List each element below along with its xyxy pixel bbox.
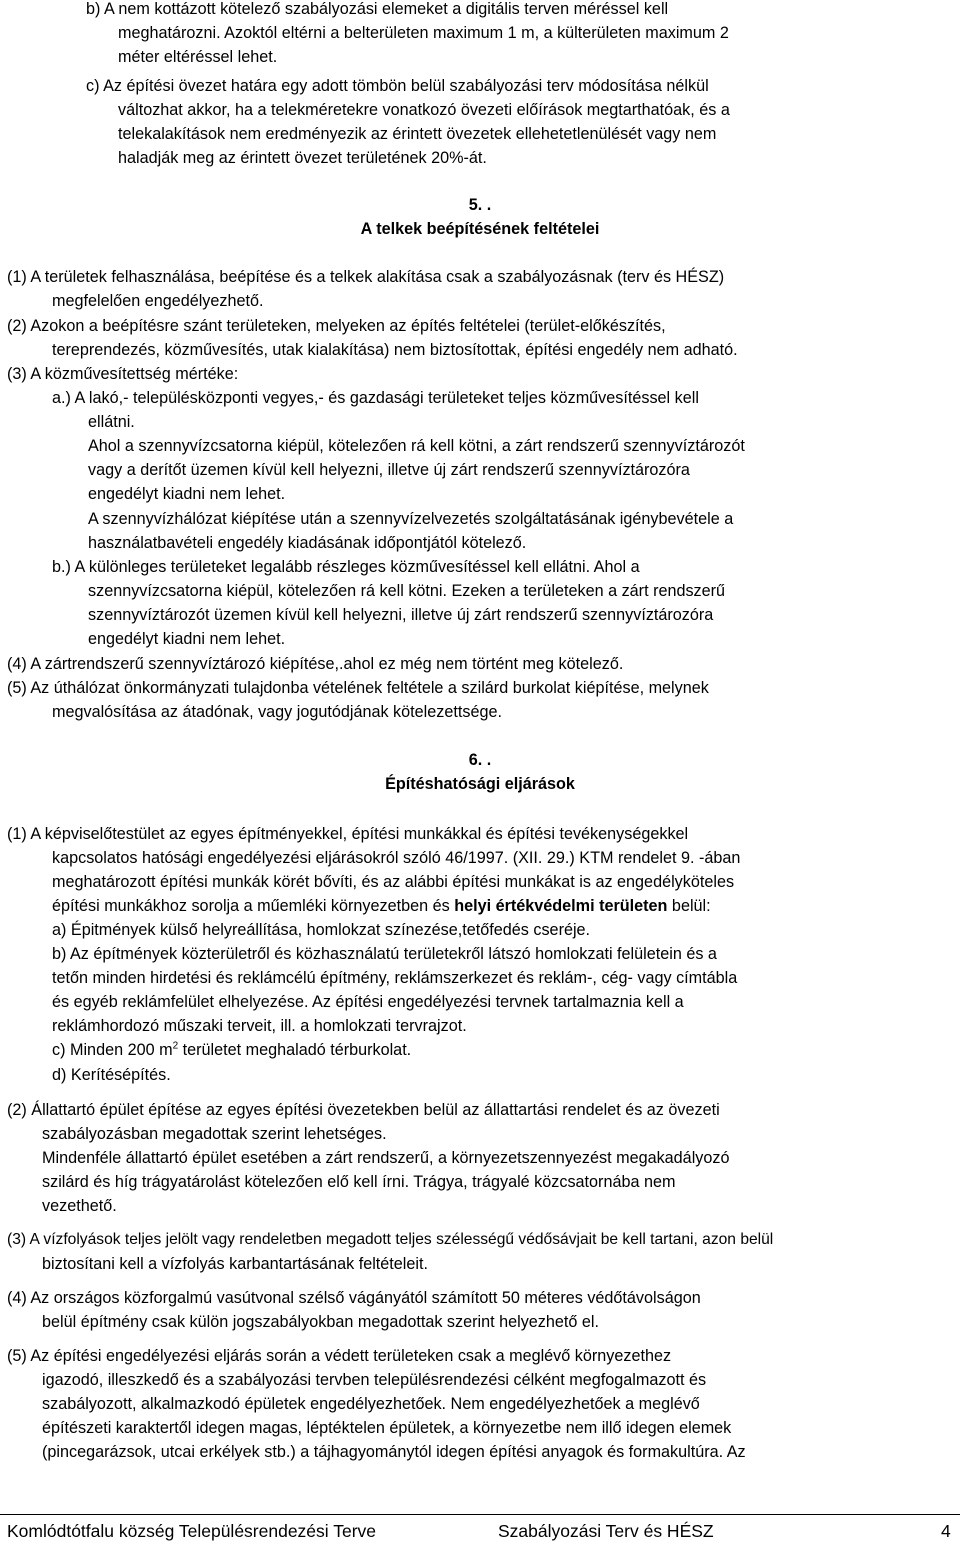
text-line: b) Az építmények közterületről és közhasználatú területekről látszó homlokzati felületein és a: [52, 945, 717, 963]
text-line: szilárd és híg trágyatárolást kötelezően elő kell írni. Trágya, trágyalé közcsatornába nem: [42, 1173, 676, 1191]
text-line: (3) A vízfolyások teljes jelölt vagy rendeletben megadott teljes szélességű védősávjait be kell tartani, azon belül: [7, 1231, 774, 1248]
text-line: megfelelően engedélyezhető.: [52, 292, 264, 310]
text-line: A szennyvízhálózat kiépítése után a szennyvízelvezetés szolgáltatásának igénybevétele a: [88, 510, 734, 528]
text-line: használatbavételi engedély kiadásának időpontjától kötelező.: [88, 534, 527, 552]
text-line: tetőn minden hirdetési és reklámcélú építmény, reklámszerkezet és reklám-, cég- vagy címtábla: [52, 969, 738, 987]
footer-section-title: Szabályozási Terv és HÉSZ: [498, 1521, 714, 1541]
text-line: megvalósítása az átadónak, vagy jogutódjának kötelezettsége.: [52, 703, 502, 721]
text-line: (5) Az úthálózat önkormányzati tulajdonba vételének feltétele a szilárd burkolat kiépítése, melynek: [7, 679, 709, 697]
text-line: a) Épitmények külső helyreállítása, homlokzat színezése,tetőfedés cseréje.: [52, 921, 591, 939]
superscript: 2: [172, 1040, 179, 1052]
text-line: (4) Az országos közforgalmú vasútvonal szélső vágányától számított 50 méteres védőtávolságon: [7, 1289, 701, 1307]
text-line: haladják meg az érintett övezet területének 20%-át.: [118, 149, 487, 167]
text-line: tereprendezés, közművesítés, utak kialakítása) nem biztosítottak, építési engedély nem adható.: [52, 341, 738, 359]
text-line: ellátni.: [88, 413, 135, 431]
text-span: területet meghaladó térburkolat.: [178, 1041, 412, 1059]
text-line: [52, 894, 711, 918]
emphasis-text: helyi értékvédelmi területen: [454, 897, 668, 915]
section-title: Építéshatósági eljárások: [385, 775, 575, 793]
text-line: [52, 1038, 411, 1062]
text-line: és egyéb reklámfelület elhelyezése. Az építési engedélyezési tervnek tartalmaznia kell a: [52, 993, 684, 1011]
section-number: 6. .: [468, 751, 492, 769]
text-line: belül építmény csak külön jogszabályokban megadottak szerint helyezhető el.: [42, 1313, 599, 1331]
section-title: A telkek beépítésének feltételei: [360, 220, 600, 238]
text-line: vagy a derítőt üzemen kívül kell helyezni, illetve új zárt rendszerű szennyvíztározóra: [88, 461, 690, 479]
footer-divider: [0, 1514, 960, 1515]
text-line: építészeti karaktertől idegen magas, léptéktelen épületek, a környezetbe nem illő idegen elemek: [42, 1419, 732, 1437]
text-line: meghatározni. Azoktól eltérni a belterületen maximum 1 m, a külterületen maximum 2: [118, 24, 729, 42]
text-line: (3) A közművesítettség mértéke:: [7, 365, 239, 383]
page-number: 4: [941, 1521, 951, 1541]
text-line: szabályozott, alkalmazkodó épületek engedélyezhetőek. Nem engedélyezhetőek a meglévő: [42, 1395, 700, 1413]
text-line: Ahol a szennyvízcsatorna kiépül, kötelezően rá kell kötni, a zárt rendszerű szennyvíztározót: [88, 437, 745, 455]
text-line: d) Kerítésépítés.: [52, 1066, 171, 1084]
text-line: (1) A területek felhasználása, beépítése és a telkek alakítása csak a szabályozásnak (terv és HÉSZ): [7, 268, 725, 286]
text-line: (4) A zártrendszerű szennyvíztározó kiépítése,.ahol ez még nem történt meg kötelező.: [7, 655, 624, 673]
text-line: a.) A lakó,- településközponti vegyes,- és gazdasági területeket teljes közművesítéssel kell: [52, 389, 699, 407]
text-line: szennyvíztározót üzemen kívül kell helyezni, illetve új zárt rendszerű szennyvíztározóra: [88, 606, 714, 624]
text-line: meghatározott építési munkák körét bővíti, és az alábbi építési munkákat is az engedélyköteles: [52, 873, 735, 891]
text-line: kapcsolatos hatósági engedélyezési eljárásokról szóló 46/1997. (XII. 29.) KTM rendelet 9. -ában: [52, 849, 741, 867]
text-line: változhat akkor, ha a telekméretekre vonatkozó övezeti előírások megtarthatóak, és a: [118, 101, 730, 119]
text-line: telekalakítások nem eredményezik az érintett övezetek ellehetetlenülését vagy nem: [118, 125, 717, 143]
text-span: építési munkákhoz sorolja a műemléki környezetben és: [52, 897, 455, 915]
text-line: c) Az építési övezet határa egy adott tömbön belül szabályozási terv módosítása nélkül: [86, 77, 709, 95]
text-span: c) Minden 200 m: [52, 1041, 173, 1059]
text-line: (5) Az építési engedélyezési eljárás során a védett területeken csak a meglévő környezethez: [7, 1347, 672, 1365]
text-line: biztosítani kell a vízfolyás karbantartásának feltételeit.: [42, 1255, 429, 1273]
text-line: (pincegarázsok, utcai erkélyek stb.) a tájhagyománytól idegen építési anyagok és formakultúra. Az: [42, 1443, 746, 1461]
text-line: szennyvízcsatorna kiépül, kötelezően rá kell kötni. Ezeken a területeken a zárt rendszerű: [88, 582, 726, 600]
section-number: 5. .: [468, 196, 492, 214]
text-line: b.) A különleges területeket legalább részleges közművesítéssel kell ellátni. Ahol a: [52, 558, 640, 576]
text-line: szabályozásban megadottak szerint lehetséges.: [42, 1125, 387, 1143]
text-line: (1) A képviselőtestület az egyes építményekkel, építési munkákkal és építési tevékenységekkel: [7, 825, 689, 843]
text-line: b) A nem kottázott kötelező szabályozási elemeket a digitális terven méréssel kell: [86, 0, 669, 18]
text-line: vezethető.: [42, 1197, 117, 1215]
text-line: Mindenféle állattartó épület esetében a zárt rendszerű, a környezetszennyezést megakadályozó: [42, 1149, 730, 1167]
text-line: igazodó, illeszkedő és a szabályozási tervben településrendezési célként megfogalmazott és: [42, 1371, 707, 1389]
text-line: engedélyt kiadni nem lehet.: [88, 630, 286, 648]
text-line: (2) Azokon a beépítésre szánt területeken, melyeken az építés feltételei (terület-előkészítés,: [7, 317, 666, 335]
text-line: engedélyt kiadni nem lehet.: [88, 485, 286, 503]
text-line: (2) Állattartó épület építése az egyes építési övezetekben belül az állattartási rendelet és az övezeti: [7, 1101, 720, 1119]
text-span: belül:: [667, 897, 711, 915]
footer-document-title: Komlódtótfalu község Településrendezési Terve: [7, 1521, 377, 1541]
text-line: reklámhordozó műszaki terveit, ill. a homlokzati tervrajzot.: [52, 1017, 467, 1035]
text-line: méter eltéréssel lehet.: [118, 48, 278, 66]
